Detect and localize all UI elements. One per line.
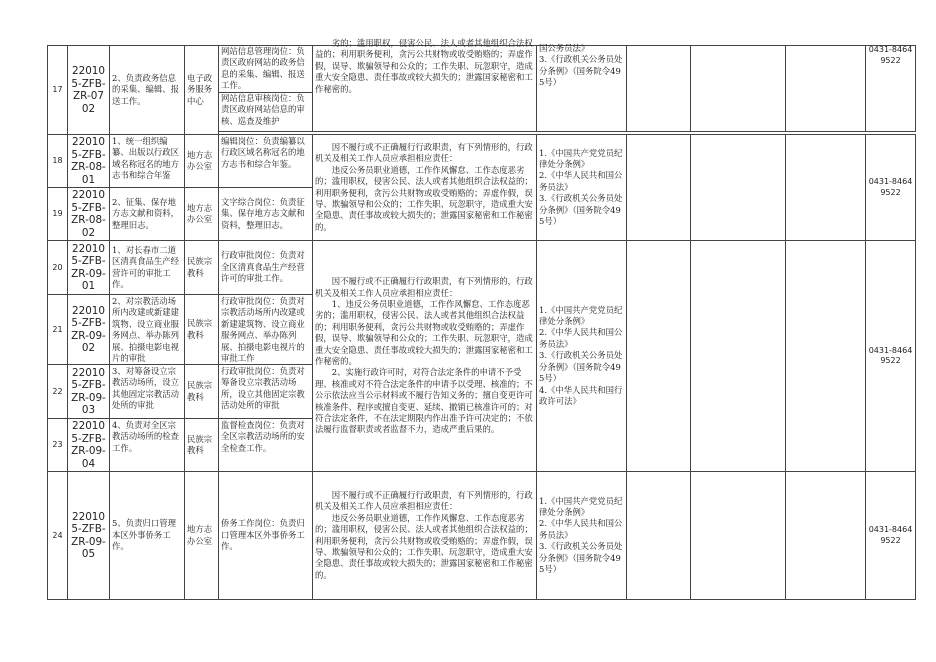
post-description-text: 行政审批岗位：负责对宗教活动场所内改建或新建建筑物、设立商业服务网点、举办陈列展、拍摄电影电视片的审批工作 (221, 296, 305, 364)
row-number: 19 (48, 188, 68, 241)
department: 民族宗教科 (185, 365, 219, 419)
department: 地方志办公室 (185, 135, 219, 188)
item-description-text: 2、对宗教活动场所内改建或新建建筑物、设立商业服务网点、举办陈列展、拍摄电影电视片的审批 (112, 296, 179, 364)
contact-phone (866, 46, 916, 132)
table-row[interactable] (48, 135, 916, 188)
responsibility-violations: 违反公务员职业道德，工作作风懈怠、工作态度恶劣的；滥用职权，侵害公民、法人或者其他组织合法权益的；利用职务便利，贪污公共财物或收受贿赂的；弄虚作假，误导、欺骗领导和公众的；工作失职、玩忽职守，造成重大安全隐患、责任事故或较大损失的；泄露国家秘密和工作秘密的。 (315, 512, 533, 580)
blank-cell (691, 472, 786, 600)
post-description-text: 行政审批岗位：负责对筹备设立宗教活动场所，设立其他固定宗教活动处所的审批 (221, 366, 305, 411)
responsibility-text (313, 472, 537, 600)
blank-cell (691, 46, 786, 132)
item-code: 220105-ZFB-ZR-09-01 (68, 241, 110, 295)
blank-cell (691, 135, 786, 241)
blank-cell (786, 241, 866, 472)
table-row[interactable] (48, 472, 916, 600)
law-item: 1.《中国共产党党员纪律处分条例》 (539, 147, 623, 169)
law-item: 2.《中华人民共和国公务员法》 (539, 327, 623, 349)
law-item: 4.《中华人民共和国行政许可法》 (539, 384, 623, 406)
blank-cell (786, 472, 866, 600)
post-info-management: 网站信息管理岗位：负责区政府网站的政务信息的采集、编辑、报送工作。 (219, 46, 312, 93)
legal-basis (537, 135, 627, 241)
department: 民族宗教科 (185, 241, 219, 295)
law-item: 1.《中国共产党党员纪律处分条例》 (539, 495, 623, 517)
legal-basis (537, 241, 627, 472)
item-code: 220105-ZFB-ZR-08-01 (68, 135, 110, 188)
post-description (219, 46, 313, 132)
department: 地方志办公室 (185, 188, 219, 241)
post-description (219, 295, 313, 365)
item-description: 4、负责对全区宗教活动场所的检查工作。 (110, 419, 185, 472)
row-number: 18 (48, 135, 68, 188)
responsibility-item-1: 1、违反公务员职业道德，工作作风懈怠、工作态度恶劣的；滥用职权，侵害公民、法人或者其他组织合法权益的；利用职务便利，贪污公共财物或收受贿赂的；弄虚作假，误导、欺骗领导和公众的；工作失职、玩忽职守，造成重大安全隐患、责任事故或较大损失的；泄露国家秘密和工作秘密的。 (315, 298, 533, 366)
legal-basis (537, 472, 627, 600)
item-code: 220105-ZFB-ZR-09-03 (68, 365, 110, 419)
responsibility-intro: 因不履行或不正确履行行政职责，有下列情形的，行政机关及相关工作人员应承担相应责任： (315, 276, 533, 298)
law-item: 3.《行政机关公务员处分条例》（国务院令495号） (539, 350, 623, 384)
law-item: 1.《中国共产党党员纪律处分条例》 (539, 304, 623, 327)
blank-cell (627, 472, 691, 600)
department: 地方志办公室 (185, 472, 219, 600)
item-code: 220105-ZFB-ZR-09-05 (68, 472, 110, 600)
item-code: 220105-ZFB-ZR-09-04 (68, 419, 110, 472)
blank-cell (627, 241, 691, 472)
spreadsheet-table (47, 38, 915, 597)
responsibility-intro: 因不履行或不正确履行行政职责，有下列情形的，行政机关及相关工作人员应承担相应责任： (315, 141, 533, 164)
item-description: 2、征集、保存地方志文献和资料，整理旧志。 (110, 188, 185, 241)
contact-phone: 0431-84649522 (866, 472, 916, 600)
responsibility-text (313, 241, 537, 472)
item-description (110, 365, 185, 419)
law-item: 2.《中华人民共和国公务员法》 (539, 518, 623, 540)
department: 民族宗教科 (185, 419, 219, 472)
law-item: 3.《行政机关公务员处分条例》（国务院令495号） (539, 54, 623, 88)
item-code: 220105-ZFB-ZR-0702 (68, 46, 110, 135)
row-number: 21 (48, 295, 68, 365)
row-number: 17 (48, 46, 68, 135)
law-item: 3.《行政机关公务员处分条例》（国务院令495号） (539, 541, 623, 575)
responsibility-intro: 因不履行或不正确履行行政职责，有下列情形的，行政机关及相关工作人员应承担相应责任： (315, 489, 533, 512)
duty-table (47, 38, 916, 600)
responsibility-text (313, 38, 537, 132)
row-number: 22 (48, 365, 68, 419)
item-description (110, 295, 185, 365)
post-description: 文字综合岗位：负责征集、保存地方志文献和资料，整理旧志。 (219, 188, 313, 241)
responsibility-violations: 违反公务员职业道德，工作作风懈怠、工作态度恶劣的；滥用职权，侵害公民、法人或者其他组织合法权益的；利用职务便利，贪污公共财物或收受贿赂的；弄虚作假，误导、欺骗领导和公众的；工作失职、玩忽职守，造成重大安全隐患、责任事故或较大损失的；泄露国家秘密和工作秘密的。 (315, 164, 533, 232)
row-number: 23 (48, 419, 68, 472)
contact-phone: 0431-84649522 (866, 135, 916, 241)
post-description (219, 365, 313, 419)
row-number: 24 (48, 472, 68, 600)
table-row[interactable] (48, 241, 916, 295)
blank-cell (786, 135, 866, 241)
responsibility-paragraph: 劣的；滥用职权，侵害公民、法人或者其他组织合法权益的；利用职务便利，贪污公共财物或收受贿赂的；弄虚作假，误导、欺骗领导和公众的；工作失职、玩忽职守，造成重大安全隐患、责任事故或较大损失的；泄露国家秘密和工作秘密的。 (315, 38, 533, 94)
post-info-review: 网站信息审核岗位：负责区政府网站信息的审核、巡查及维护 (221, 93, 305, 126)
post-description: 编辑岗位：负责编纂以行政区域名称冠名的地方志书和综合年鉴。 (219, 135, 313, 188)
phone-text: 0431-84649522 (868, 45, 913, 65)
post-description: 侨务工作岗位：负责归口管理本区外事侨务工作。 (219, 472, 313, 600)
item-description: 2、负责政务信息的采集、编辑、报送工作。 (110, 46, 185, 135)
responsibility-text (313, 135, 537, 241)
post-description: 行政审批岗位：负责对全区清真食品生产经营许可的审批工作。 (219, 241, 313, 295)
item-description: 1、统一组织编纂、出版以行政区域名称冠名的地方志书和综合年鉴 (110, 135, 185, 188)
row-number: 20 (48, 241, 68, 295)
item-description: 1、对长春市二道区清真食品生产经营许可的审批工作。 (110, 241, 185, 295)
item-code: 220105-ZFB-ZR-09-02 (68, 295, 110, 365)
law-item: 3.《行政机关公务员处分条例》（国务院令495号） (539, 193, 623, 227)
table-row[interactable] (48, 46, 916, 132)
blank-cell (627, 135, 691, 241)
department: 民族宗教科 (185, 295, 219, 365)
law-item: 2.《中华人民共和国公务员法》 (539, 170, 623, 192)
blank-cell (691, 241, 786, 472)
law-item: 国公务员法》 (539, 43, 590, 53)
blank-cell (786, 46, 866, 132)
item-description-text: 3、对筹备设立宗教活动场所，设立其他固定宗教活动处所的审批 (112, 366, 179, 411)
department: 电子政务服务中心 (185, 46, 219, 135)
responsibility-item-2: 2、实施行政许可时，对符合法定条件的申请不予受理、核准或对不符合法定条件的申请予以受理、核准的；不公示依法应当公示材料或不履行告知义务的；擅自变更许可核准条件、程序或擅自变更、延续、撤销已核准许可的；对符合法定条件，不在法定期限内作出准予许可决定的；不依法履行监督职责或者监督不力，造成严重后果的。 (315, 367, 533, 435)
contact-phone: 0431-84649522 (866, 241, 916, 472)
item-description: 5、负责归口管理本区外事侨务工作。 (110, 472, 185, 600)
post-description: 监督检查岗位：负责对全区宗教活动场所的安全检查工作。 (219, 419, 313, 472)
item-code: 220105-ZFB-ZR-08-02 (68, 188, 110, 241)
blank-cell (627, 46, 691, 132)
legal-basis (537, 43, 627, 132)
